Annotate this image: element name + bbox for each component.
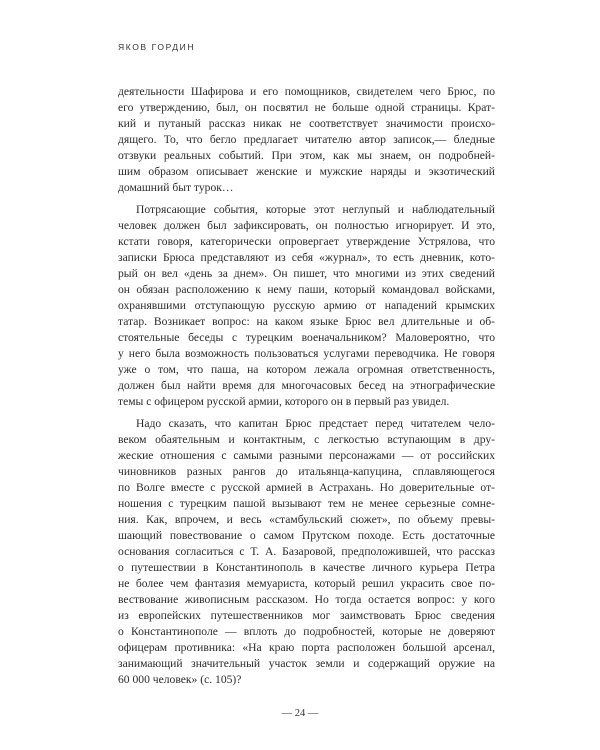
- text-line: основания согласиться с Т. А. Базаровой, предположившей, что рассказ: [118, 545, 495, 558]
- text-line: записки Брюса представляют из себя «журнал», то есть дневник, кото-: [118, 251, 495, 264]
- text-line: вествование живописным рассказом. Но тогда остается вопрос: у кого: [118, 593, 495, 606]
- text-line: отзвуки реальных событий. При этом, как мы знаем, он подробней-: [118, 149, 495, 162]
- text-line: Потрясающие события, которые этот неглупый и наблюдательный: [136, 203, 495, 216]
- text-line: офицерам противника: «На краю порта расположен большой арсенал,: [118, 641, 495, 654]
- text-line: кстати говоря, категорически опровергает утверждение Устрялова, что: [118, 235, 495, 248]
- text-line: занимающий значительный участок земли и содержащий оружие на: [118, 657, 495, 670]
- text-line: дящего. То, что бегло предлагает читателю автор записок,— бледные: [118, 133, 495, 146]
- text-line: у него была возможность пользоваться услугами переводчика. Не говоря: [118, 347, 495, 360]
- text-line: о путешествии в Константинополь в качестве личного курьера Петра: [118, 561, 495, 574]
- text-line: он обязан расположению к нему паши, который командовал войсками,: [118, 283, 495, 296]
- text-line: ния. Как, впрочем, и весь «стамбульский сюжет», по объему превы-: [118, 513, 495, 526]
- text-line: должен был найти время для многочасовых бесед на этнографические: [118, 379, 495, 392]
- text-line: деятельности Шафирова и его помощников, свидетелем чего Брюс, по: [118, 85, 495, 98]
- text-line: его утверждению, был, он посвятил не больше одной страницы. Крат-: [118, 101, 495, 114]
- text-line: человек должен был зафиксировать, он полностью игнорирует. И это,: [118, 219, 495, 232]
- text-line: по Волге вместе с русской армией в Астрахань. Но доверительные от-: [118, 481, 495, 494]
- text-line: охранявшими отступающую русскую армию от нападений крымских: [118, 299, 495, 312]
- text-line: из европейских путешественников мог заимствовать Брюс сведения: [118, 609, 495, 622]
- text-line: шим образом описывает женские и мужские наряды и экзотический: [118, 165, 495, 178]
- text-line: 60 000 человек» (с. 105)?: [118, 673, 242, 686]
- body-text: [118, 84, 495, 688]
- text-line: кий и путаный рассказ никак не соответствует значимости происхо-: [118, 117, 495, 130]
- page-number: — 24 —: [281, 708, 319, 719]
- paragraph: [118, 84, 495, 196]
- text-line: Надо сказать, что капитан Брюс предстает перед читателем чело-: [136, 417, 495, 430]
- paragraph: [118, 202, 495, 410]
- text-line: уже о том, что паша, на котором лежала огромная ответственность,: [118, 363, 495, 376]
- text-line: татар. Возникает вопрос: на каком языке Брюс вел длительные и об-: [118, 315, 495, 328]
- text-line: рый он вел «день за днем». Он пишет, что многими из этих сведений: [118, 267, 495, 280]
- text-line: чиновников разных рангов до итальянца-капуцина, сплавляющегося: [118, 465, 495, 478]
- text-line: ношения с турецким пашой вызывают тем не менее серьезные сомне-: [118, 497, 495, 510]
- paragraph: [118, 416, 495, 688]
- running-head: ЯКОВ ГОРДИН: [118, 42, 196, 52]
- text-line: шающий повествование о самом Прутском походе. Есть достаточные: [118, 529, 495, 542]
- text-line: не более чем фантазия мемуариста, который решил украсить свое по-: [118, 577, 495, 590]
- text-line: веком обаятельным и контактным, с легкостью вступающим в дру-: [118, 433, 495, 446]
- text-line: жеские отношения с самыми разными персонажами — от российских: [118, 449, 495, 462]
- text-line: темы с офицером русской армии, которого он в первый раз увидел.: [118, 395, 450, 408]
- text-line: о Константинополе — вплоть до подробностей, которые не доверяют: [118, 625, 495, 638]
- text-line: стоятельные беседы с турецким военачальником? Маловероятно, что: [118, 331, 495, 344]
- text-line: домашний быт турок…: [118, 181, 234, 194]
